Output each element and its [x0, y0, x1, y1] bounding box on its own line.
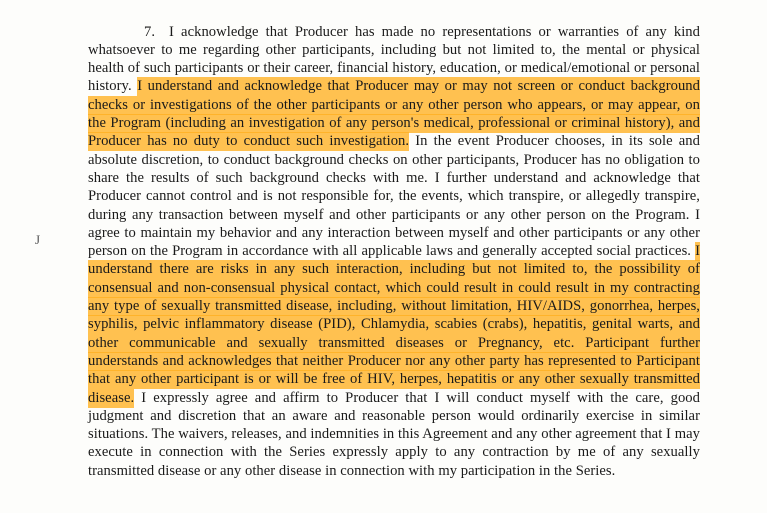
clause-text-segment-1: I acknowledge that Producer has made no representations or warranties of any kind whatsoever to me regarding other participants, including but not limited to, the mental or physical health of such participants or their career, financial history, education, or medical/emotional or personal history. [88, 23, 700, 95]
clause-text-segment-3: I expressly agree and affirm to Producer that I will conduct myself with the care, good judgment and discretion that an aware and reasonable person would ordinarily exercise in similar situations. The waivers, releases, and indemnities in this Agreement and any other agreement that I may execute in connection with the Series expressly apply to any contraction by me of any sexually transmitted disease or any other disease in connection with my participation in the Series. [88, 389, 700, 479]
margin-mark: J [35, 232, 41, 247]
clause-text-segment-2: In the event Producer chooses, in its sole and absolute discretion, to conduct background checks on other participants, Producer has no obligation to share the results of such background checks with me. I further understand and acknowledge that Producer cannot control and is not responsible for, the events, which transpire, or allegedly transpire, during any transaction between myself and other participants or any other person on the Program. I agree to maintain my behavior and any interaction between myself and other participants or any other person on the Program in accordance with all applicable laws and generally accepted social practices. [88, 133, 701, 260]
clause-7-paragraph [88, 23, 700, 480]
highlighted-text-disease-risk: I understand there are risks in any such interaction, including but not limited to, the possibility of consensual and non-consensual physical contact, which could result in could result in my contracting any type of sexually transmitted disease, including, without limitation, HIV/AIDS, gonorrhea, herpes, syphilis, pelvic inflammatory disease (PID), Chlamydia, scabies (crabs), hepatitis, genital warts, and other communicable and sexually transmitted diseases or Pregnancy, etc. Participant further understands and acknowledges that neither Producer nor any other party has represented to Participant that any other participant is or will be free of HIV, herpes, hepatitis or any other sexually transmitted disease. [88, 243, 701, 406]
highlighted-text-screening: I understand and acknowledge that Producer may or may not screen or conduct background checks or investigations of the other participants or any other person who appears, or may appear, on the Program (including an investigation of any person's medical, professional or criminal history), and Producer has no duty to conduct such investigation. [88, 78, 700, 150]
clause-number: 7. [144, 23, 156, 40]
